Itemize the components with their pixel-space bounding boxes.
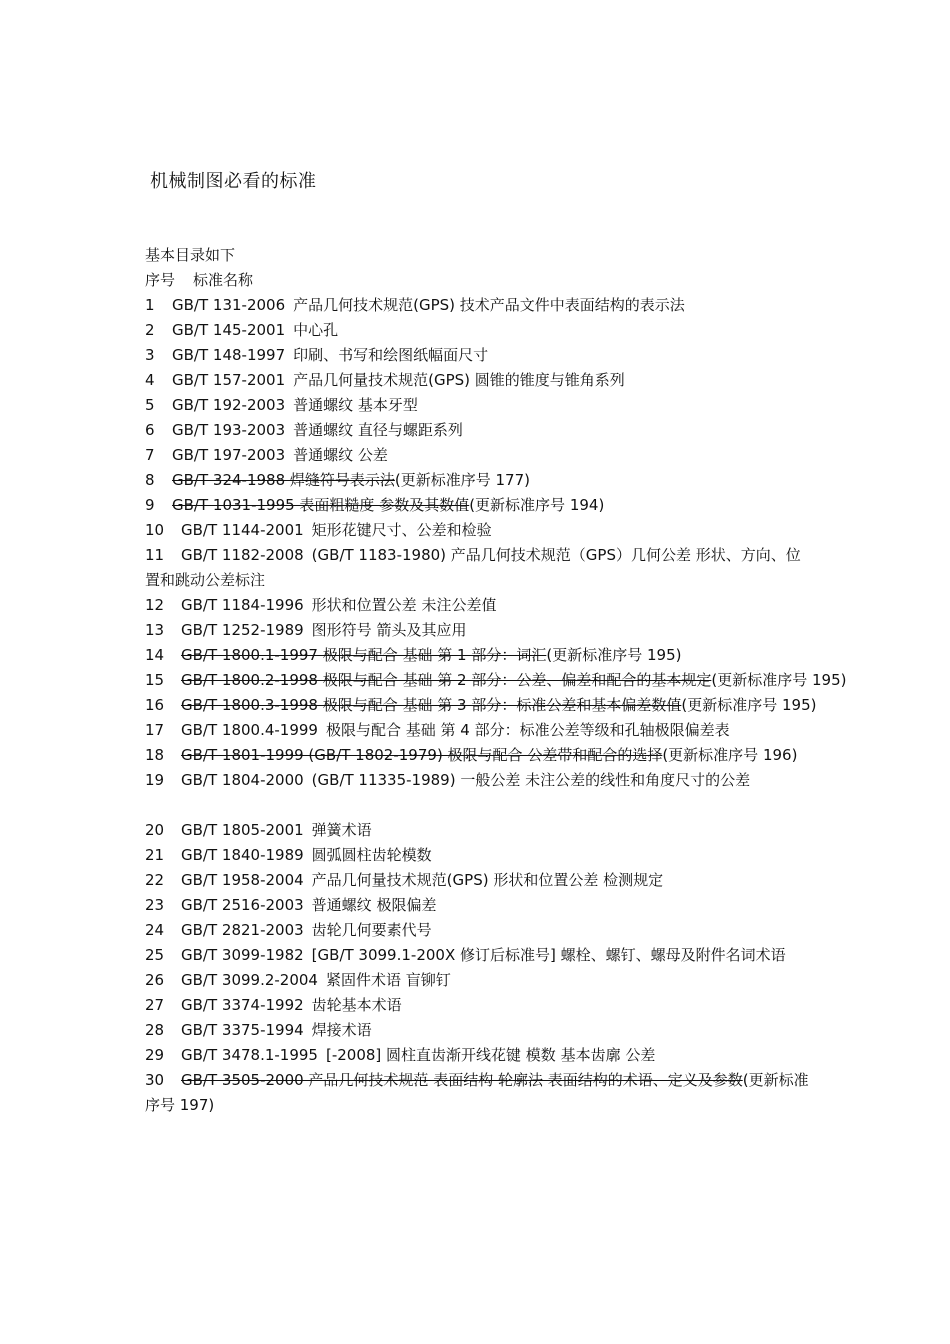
list-item bbox=[145, 893, 810, 918]
list-item bbox=[145, 393, 810, 418]
list-item bbox=[145, 693, 817, 718]
list-item bbox=[145, 1068, 810, 1118]
standard-code: GB/T 1182-2008 bbox=[181, 546, 304, 564]
list-item bbox=[145, 518, 810, 543]
standard-name: 产品几何量技术规范(GPS) 形状和位置公差 检测规定 bbox=[311, 871, 664, 889]
update-note: (更新标准序号 196) bbox=[662, 746, 798, 764]
standard-name: 紧固件术语 盲铆钉 bbox=[325, 971, 451, 989]
standard-name: 普通螺纹 直径与螺距系列 bbox=[293, 421, 463, 439]
list-item bbox=[145, 543, 810, 593]
standard-name: 齿轮几何要素代号 bbox=[311, 921, 432, 939]
list-item bbox=[145, 668, 847, 693]
item-number: 16 bbox=[145, 696, 165, 714]
standard-code: GB/T 2516-2003 bbox=[181, 896, 304, 914]
item-number: 4 bbox=[145, 371, 155, 389]
standard-name: 印刷、书写和绘图纸幅面尺寸 bbox=[293, 346, 489, 364]
list-item bbox=[145, 593, 810, 618]
header-number: 序号 bbox=[145, 271, 176, 289]
list-item bbox=[145, 918, 810, 943]
item-number: 2 bbox=[145, 321, 155, 339]
standard-name: (GB/T 11335-1989) 一般公差 未注公差的线性和角度尺寸的公差 bbox=[311, 771, 751, 789]
item-number: 22 bbox=[145, 871, 165, 889]
standard-name: 焊接术语 bbox=[311, 1021, 372, 1039]
list-item bbox=[145, 443, 810, 468]
standard-name: [-2008] 圆柱直齿渐开线花键 模数 基本齿廓 公差 bbox=[325, 1046, 656, 1064]
standard-name: 普通螺纹 基本牙型 bbox=[293, 396, 418, 414]
standard-code: GB/T 1805-2001 bbox=[181, 821, 304, 839]
list-item bbox=[145, 618, 810, 643]
standard-code: GB/T 1958-2004 bbox=[181, 871, 304, 889]
item-number: 11 bbox=[145, 546, 165, 564]
list-item bbox=[145, 743, 810, 768]
standard-code: GB/T 1800.4-1999 bbox=[181, 721, 318, 739]
item-number: 25 bbox=[145, 946, 165, 964]
header-name: 标准名称 bbox=[193, 271, 254, 289]
standard-code: GB/T 148-1997 bbox=[172, 346, 286, 364]
standard-name: 中心孔 bbox=[293, 321, 339, 339]
superseded-standard: GB/T 1031-1995 表面粗糙度 参数及其数值 bbox=[172, 496, 470, 514]
standard-name: 齿轮基本术语 bbox=[311, 996, 402, 1014]
standard-name: [GB/T 3099.1-200X 修订后标准号] 螺栓、螺钉、螺母及附件名词术语 bbox=[311, 946, 786, 964]
standard-code: GB/T 3374-1992 bbox=[181, 996, 304, 1014]
standard-code: GB/T 193-2003 bbox=[172, 421, 286, 439]
standard-code: GB/T 145-2001 bbox=[172, 321, 286, 339]
standard-code: GB/T 1804-2000 bbox=[181, 771, 304, 789]
item-number: 5 bbox=[145, 396, 155, 414]
standard-name: 矩形花键尺寸、公差和检验 bbox=[311, 521, 492, 539]
list-item bbox=[145, 843, 810, 868]
standard-code: GB/T 192-2003 bbox=[172, 396, 286, 414]
standard-code: GB/T 1252-1989 bbox=[181, 621, 304, 639]
list-item bbox=[145, 493, 810, 518]
list-item bbox=[145, 768, 810, 793]
update-note: (更新标准序号 195) bbox=[546, 646, 682, 664]
standard-code: GB/T 3478.1-1995 bbox=[181, 1046, 318, 1064]
item-number: 28 bbox=[145, 1021, 165, 1039]
item-number: 26 bbox=[145, 971, 165, 989]
list-item bbox=[145, 468, 810, 493]
item-number: 6 bbox=[145, 421, 155, 439]
update-note: (更新标准序号 195) bbox=[681, 696, 817, 714]
standard-code: GB/T 3375-1994 bbox=[181, 1021, 304, 1039]
list-item bbox=[145, 943, 810, 968]
item-number: 14 bbox=[145, 646, 165, 664]
superseded-standard: GB/T 3505-2000 产品几何技术规范 表面结构 轮廓法 表面结构的术语、定义及参数 bbox=[181, 1071, 743, 1089]
superseded-standard: GB/T 1800.1-1997 极限与配合 基础 第 1 部分：词汇 bbox=[181, 646, 547, 664]
blank-line bbox=[145, 793, 810, 818]
standard-name: (GB/T 1183-1980) 产品几何技术规范（GPS）几何公差 形状、方向、位置和跳动公差标注 bbox=[145, 546, 801, 589]
superseded-standard: GB/T 1800.3-1998 极限与配合 基础 第 3 部分：标准公差和基本偏差数值 bbox=[181, 696, 682, 714]
list-item bbox=[145, 718, 810, 743]
intro-text: 基本目录如下 bbox=[145, 246, 236, 264]
page-title: 机械制图必看的标准 bbox=[150, 171, 317, 192]
item-number: 18 bbox=[145, 746, 165, 764]
standard-code: GB/T 3099.2-2004 bbox=[181, 971, 318, 989]
standard-name: 极限与配合 基础 第 4 部分：标准公差等级和孔轴极限偏差表 bbox=[325, 721, 730, 739]
standard-code: GB/T 157-2001 bbox=[172, 371, 286, 389]
item-number: 15 bbox=[145, 671, 165, 689]
standard-name: 弹簧术语 bbox=[311, 821, 372, 839]
standard-code: GB/T 1144-2001 bbox=[181, 521, 304, 539]
list-item bbox=[145, 993, 810, 1018]
item-number: 3 bbox=[145, 346, 155, 364]
item-number: 29 bbox=[145, 1046, 165, 1064]
superseded-standard: GB/T 1801-1999 (GB/T 1802-1979) 极限与配合 公差带和配合的选择 bbox=[181, 746, 663, 764]
superseded-standard: GB/T 324-1988 焊缝符号表示法 bbox=[172, 471, 395, 489]
list-item bbox=[145, 643, 810, 668]
standard-name: 普通螺纹 公差 bbox=[293, 446, 388, 464]
item-number: 9 bbox=[145, 496, 155, 514]
item-number: 21 bbox=[145, 846, 165, 864]
standard-name: 产品几何量技术规范(GPS) 圆锥的锥度与锥角系列 bbox=[293, 371, 625, 389]
item-number: 20 bbox=[145, 821, 165, 839]
standard-name: 形状和位置公差 未注公差值 bbox=[311, 596, 497, 614]
standard-name: 普通螺纹 极限偏差 bbox=[311, 896, 437, 914]
update-note: (更新标准序号 194) bbox=[469, 496, 605, 514]
list-item bbox=[145, 818, 810, 843]
list-item bbox=[145, 968, 810, 993]
item-number: 8 bbox=[145, 471, 155, 489]
list-item bbox=[145, 1018, 810, 1043]
list-item bbox=[145, 418, 810, 443]
item-number: 27 bbox=[145, 996, 165, 1014]
item-number: 7 bbox=[145, 446, 155, 464]
item-number: 19 bbox=[145, 771, 165, 789]
item-number: 10 bbox=[145, 521, 165, 539]
list-header bbox=[145, 268, 810, 293]
update-note: (更新标准序号 197) bbox=[145, 1071, 809, 1114]
standard-code: GB/T 197-2003 bbox=[172, 446, 286, 464]
list-item bbox=[145, 293, 810, 318]
standard-code: GB/T 131-2006 bbox=[172, 296, 286, 314]
update-note: (更新标准序号 195) bbox=[711, 671, 847, 689]
list-item bbox=[145, 368, 810, 393]
list-item bbox=[145, 318, 810, 343]
standard-code: GB/T 1840-1989 bbox=[181, 846, 304, 864]
standard-name: 圆弧圆柱齿轮模数 bbox=[311, 846, 432, 864]
item-number: 17 bbox=[145, 721, 165, 739]
item-number: 23 bbox=[145, 896, 165, 914]
item-number: 12 bbox=[145, 596, 165, 614]
standard-name: 图形符号 箭头及其应用 bbox=[311, 621, 467, 639]
list-item bbox=[145, 343, 810, 368]
item-number: 13 bbox=[145, 621, 165, 639]
standards-list bbox=[145, 243, 847, 1118]
item-number: 1 bbox=[145, 296, 155, 314]
superseded-standard: GB/T 1800.2-1998 极限与配合 基础 第 2 部分：公差、偏差和配合的基本规定 bbox=[181, 671, 712, 689]
standard-name: 产品几何技术规范(GPS) 技术产品文件中表面结构的表示法 bbox=[293, 296, 685, 314]
list-item bbox=[145, 868, 810, 893]
list-item bbox=[145, 1043, 810, 1068]
item-number: 30 bbox=[145, 1071, 165, 1089]
standard-code: GB/T 2821-2003 bbox=[181, 921, 304, 939]
update-note: (更新标准序号 177) bbox=[394, 471, 530, 489]
item-number: 24 bbox=[145, 921, 165, 939]
standard-code: GB/T 3099-1982 bbox=[181, 946, 304, 964]
standard-code: GB/T 1184-1996 bbox=[181, 596, 304, 614]
